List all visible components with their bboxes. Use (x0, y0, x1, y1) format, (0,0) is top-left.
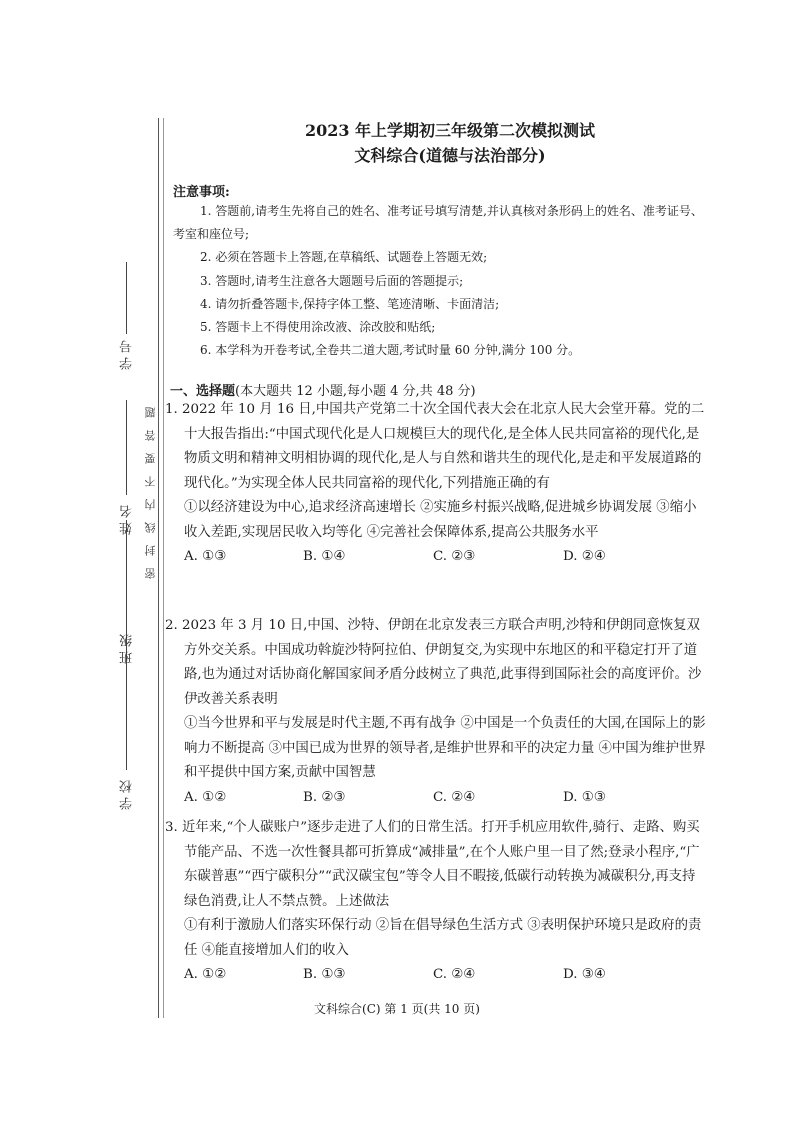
name-label: 姓 名 (120, 505, 135, 536)
question-statements: ①当今世界和平与发展是时代主题,不再有战争 ②中国是一个负责任的大国,在国际上的影响力不断提高 ③中国已成为世界的领导者,是维护世界和平的决定力量 ④中国为维护世界和平提供中国方案,贡献中国智慧 (184, 716, 706, 780)
section-note: (本大题共 12 小题,每小题 4 分,共 48 分) (235, 384, 476, 399)
choice-d[interactable]: D. ①③ (563, 789, 606, 805)
choice-row (165, 545, 707, 569)
choice-c[interactable]: C. ②③ (433, 549, 476, 564)
page-subtitle: 文科综合(道德与法治部分) (354, 146, 546, 165)
choice-c[interactable]: C. ②④ (433, 789, 476, 805)
question-1 (165, 398, 707, 569)
choice-d[interactable]: D. ②④ (563, 549, 606, 564)
question-3 (165, 816, 707, 987)
choice-a[interactable]: A. ①② (184, 789, 227, 805)
notice-heading: 注意事项: (173, 185, 230, 200)
binding-line-inner (163, 118, 164, 1018)
class-line (126, 520, 127, 625)
page-footer: 文科综合(C) 第 1 页(共 10 页) (314, 1002, 480, 1016)
question-stem: 1. 2022 年 10 月 16 日,中国共产党第二十次全国代表大会在北京人民大会堂开幕。党的二十大报告指出:“中国式现代化是人口规模巨大的现代化,是全体人民共同富裕的现代化,是物质文明和精神文明相协调的现代化,是人与自然和谐共生的现代化,是走和平发展道路的现代化。”为实现全体人民共同富裕的现代化,下列措施正确的有 (165, 402, 705, 491)
notice-item: 3. 答题时,请考生注意各大题题号后面的答题提示; (200, 273, 464, 288)
choice-c[interactable]: C. ②④ (433, 967, 476, 982)
choice-row (165, 786, 707, 810)
choice-row (165, 963, 707, 987)
section-heading (170, 380, 476, 399)
school-label: 学 校 (120, 780, 135, 811)
question-2 (165, 614, 707, 810)
id-label: 学 号 (120, 340, 135, 371)
question-stem: 3. 近年来,“个人碳账户”逐步走进了人们的日常生活。打开手机应用软件,骑行、走路、购买节能产品、不选一次性餐具都可折算成“减排量”,在个人账户里一目了然;登录小程序,“广东碳普惠”“西宁碳积分”“武汉碳宝包”等令人目不暇接,低碳行动转换为减碳积分,再支持绿色消费,让人不禁点赞。上述做法 (165, 820, 700, 909)
section-title: 一、选择题 (170, 384, 236, 399)
seal-text: 密封线内不要答题 (144, 395, 157, 579)
choice-b[interactable]: B. ①③ (303, 967, 346, 982)
notice-list (173, 200, 713, 362)
choice-a[interactable]: A. ①② (184, 967, 227, 982)
question-statements: ①有利于激励人们落实环保行动 ②旨在倡导绿色生活方式 ③表明保护环境只是政府的责任 ④能直接增加人们的收入 (184, 918, 702, 958)
class-label: 班 级 (120, 634, 135, 665)
choice-d[interactable]: D. ③④ (563, 967, 606, 982)
notice-item: 2. 必须在答题卡上答题,在草稿纸、试题卷上答题无效; (200, 250, 488, 265)
question-statements: ①以经济建设为中心,追求经济高速增长 ②实施乡村振兴战略,促进城乡协调发展 ③缩小收入差距,实现居民收入均等化 ④完善社会保障体系,提高公共服务水平 (184, 500, 697, 540)
notice-item: 1. 答题前,请考生先将自己的姓名、准考证号填写清楚,并认真核对条形码上的姓名、准考证号、考室和座位号; (173, 204, 703, 242)
notice-item: 6. 本学科为开卷考试,全卷共二道大题,考试时量 60 分钟,满分 100 分。 (200, 343, 581, 358)
notice-item: 5. 答题卡上不得使用涂改液、涂改胶和贴纸; (200, 320, 436, 335)
choice-b[interactable]: B. ①④ (303, 549, 346, 564)
question-stem: 2. 2023 年 3 月 10 日,中国、沙特、伊朗在北京发表三方联合声明,沙特和伊朗同意恢复双方外交关系。中国成功斡旋沙特阿拉伯、伊朗复交,为实现中东地区的和平稳定打开了道路,也为通过对话协商化解国家间矛盾分歧树立了典范,此事得到国际社会的高度评价。沙伊改善关系表明 (165, 618, 702, 707)
name-line (126, 400, 127, 495)
notice-item: 4. 请勿折叠答题卡,保持字体工整、笔迹清晰、卡面清洁; (200, 296, 500, 311)
choice-b[interactable]: B. ②③ (303, 789, 346, 805)
choice-a[interactable]: A. ①③ (184, 549, 227, 564)
page-title: 2023 年上学期初三年级第二次模拟测试 (304, 121, 596, 140)
id-line (126, 262, 127, 334)
